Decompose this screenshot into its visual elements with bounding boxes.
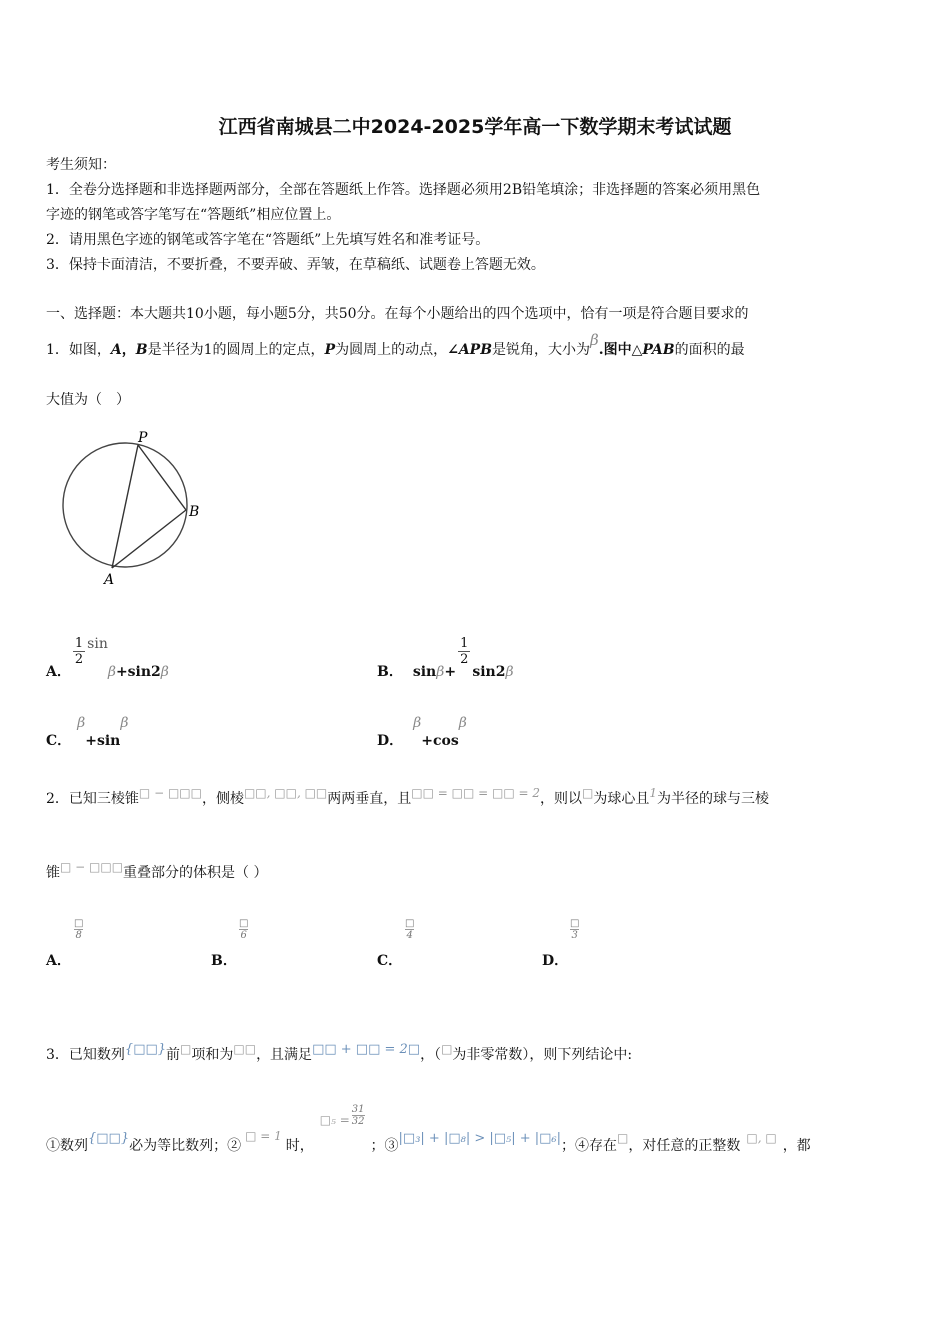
- q3-statements: ①数列{□□}必为等比数列；②□ = 1时，□₅ = $\frac{31}{32}$；③|□₃| + |□₈| > |□₅| + |□₆|；④存在□，对任意的正整数 □, □ ，都: [46, 1104, 811, 1154]
- notice-line-1b: 字迹的钢笔或答字笔写在“答题纸”相应位置上。: [46, 207, 341, 223]
- q2-stem-line2: 锥□ − □□□重叠部分的体积是（ ）: [46, 860, 268, 881]
- q3-stem: 3．已知数列{□□}前□项和为□□，且满足□□ + □□ = 2□，（□为非零常数），则下列结论中:: [46, 1042, 633, 1063]
- section-heading: 一、选择题：本大题共10小题，每小题5分，共50分。在每个小题给出的四个选项中，恰有一项是符合题目要求的: [46, 306, 749, 322]
- q1-option-c[interactable]: C．β+sinβ: [46, 715, 129, 749]
- label-b: B: [189, 504, 200, 520]
- page-title: 江西省南城县二中2024-2025学年高一下数学期末考试试题: [218, 116, 732, 138]
- q1-figure: [46, 425, 216, 595]
- segment-pa: [112, 445, 138, 568]
- q1-option-d[interactable]: D．β+cosβ: [377, 715, 467, 749]
- label-a: A: [104, 572, 115, 588]
- q1-stem-line2: 大值为（ ）: [46, 392, 130, 408]
- notice-line-2: 2．请用黑色字迹的钢笔或答字笔在“答题纸”上先填写姓名和准考证号。: [46, 232, 490, 248]
- notice-line-1a: 1．全卷分选择题和非选择题两部分，全部在答题纸上作答。选择题必须用2B铅笔填涂；非选择题的答案必须用黑色: [46, 182, 761, 198]
- notice-heading: 考生须知：: [46, 157, 116, 173]
- q2-stem: 2．已知三棱锥□ − □□□，侧棱□□, □□, □□两两垂直，且□□ = □□ = □□ = 2，则以□为球心且1为半径的球与三棱: [46, 786, 769, 807]
- q1-option-a[interactable]: A． $\frac{1}{2}$ sinβ+sin2β: [46, 635, 169, 680]
- q1-option-b[interactable]: B． sinβ+ $\frac{1}{2}$ sin2β: [377, 636, 514, 680]
- q1-stem: 1．如图，A，B是半径为1的圆周上的定点，P为圆周上的动点，∠APB是锐角，大小为β.图中△PAB的面积的最: [46, 331, 745, 358]
- label-p: P: [138, 430, 148, 446]
- notice-line-3: 3．保持卡面清洁，不要折叠，不要弄破、弄皱，在草稿纸、试题卷上答题无效。: [46, 257, 545, 273]
